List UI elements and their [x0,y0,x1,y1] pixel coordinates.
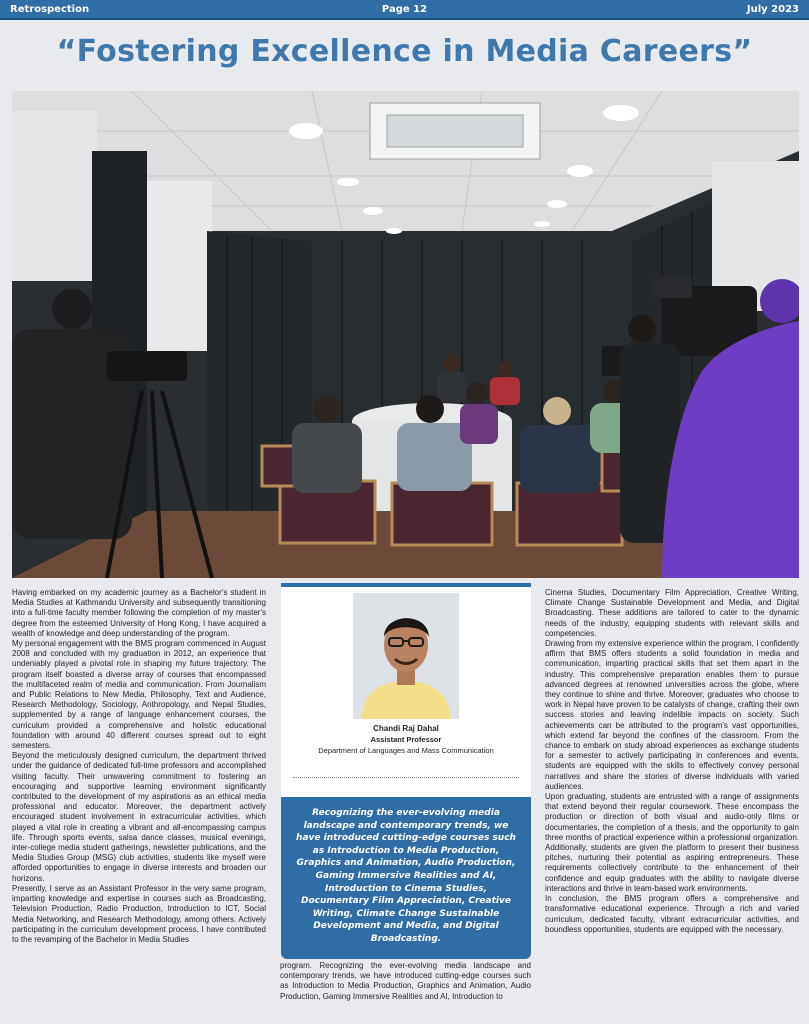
pull-quote: Recognizing the ever-evolving media landscape and contemporary trends, we have introduced cutting-edge courses such as Introduction to Media Production, Graphics and Animation, Audio Production, Gaming Immersive Realities and AI, Introduction to Cinema Studies, Documentary Film Appreciation, Creative Writing, Climate Change Sustainable Development and Media, and Digital Broadcasting. [281,797,531,959]
paragraph: In conclusion, the BMS program offers a comprehensive and transformative educational experience. Through a rich and varied curriculum, dedicated faculty, vibrant extracurricular activities, and boundless opportunities, students are equipped with the necessary. [545,894,799,934]
paragraph: Upon graduating, students are entrusted with a range of assignments that extend beyond their regular coursework. These encompass the production or direction of both visual and audio-only films or documentaries, the completion of a thesis, and the opportunity to gain three months of practical experience within a professional organization. Additionally, students are given the platform to present their business pitches, nurturing their potential as aspiring entrepreneurs. These requirements collectively contribute to the enhancement of their confidence and equip graduates with the ability to navigate diverse interactions and thrive in team-based work environments. [545,792,799,893]
author-department: Department of Languages and Mass Communication [318,746,494,755]
event-photo [12,91,799,578]
article-column-1 [12,588,266,945]
author-portrait [353,593,459,719]
article-column-3 [545,588,799,935]
author-role: Assistant Professor [370,735,442,744]
page-number: Page 12 [381,4,428,15]
paragraph: Drawing from my extensive experience within the program, I confidently affirm that BMS offers students a solid foundation in media and communication, imparting practical skills that set them apart in the industry. This comprehensive preparation enables them to pursue advanced degrees at renowned universities across the globe, where they continue to shine and thrive. Moreover, graduates who choose to work in Nepal have proven to be catalysts of change, crafting their own success stories and leaving indelible impacts on society. Such achievements can be attributed to the program's vast opportunities, which extend far beyond the confines of the classroom. From the chance to embark on study abroad experiences as exchange students for a semester to actively participating in conferences and events, students are equipped with the skills to effectively convey personal narratives and share the stories of diverse individuals with varied audiences. [545,639,799,791]
article-column-2-continuation [280,961,531,1002]
paragraph: My personal engagement with the BMS program commenced in August 2008 and concluded with my graduation in 2012, an experience that undeniably played a pivotal role in shaping my future trajectory. The program itself boasted a diverse array of courses that encompassed the multifaceted realm of media and communication. From Journalism and Public Relations to New Media, Philosophy, Text and Audience, Research Methodology, Sociology, Anthropology, and Nepal Studies, supplemented by a range of language enhancement courses, the curriculum provided a comprehensive and holistic educational foundation with around 40 different courses spread out to eight semesters. [12,639,266,751]
paragraph: program. Recognizing the ever-evolving media landscape and contemporary trends, we have introduced cutting-edge courses such as Introduction to Media Production, Graphics and Animation, Audio Production, Gaming Immersive Realities and AI, Introduction to [280,961,531,1001]
paragraph: Cinema Studies, Documentary Film Appreciation, Creative Writing, Climate Change Sustainable Development and Media, and Digital Broadcasting. These additions are tailored to cater to the dynamic needs of the industry, equipping students with relevant skills and competencies. [545,588,799,638]
publication-name: Retrospection [10,4,90,15]
paragraph: Beyond the meticulously designed curriculum, the department thrived under the guidance of dedicated full-time professors and accomplished visiting faculty. Their unwavering commitment to fostering an encouraging and supportive learning environment significantly contributed to the development of my aspirations as an ethical media professional and educator. Moreover, the department actively encouraged student involvement in extracurricular activities, which played a vital role in creating a vibrant and all-encompassing campus life. Through sports events, salsa dance classes, musical evenings, inter-college media student gatherings, newsletter publications, and the Media Studies Group (MSG) club activities, students like myself were afforded opportunities to engage in diverse interests and broaden our horizons. [12,751,266,883]
author-name: Chandi Raj Dahal [373,724,439,733]
paragraph: Presently, I serve as an Assistant Professor in the very same program, imparting knowledge and expertise in courses such as Broadcasting, Television Production, Radio Production, Introduction to ICT, Social Media Networking, and Research Methodology, among others. Actively participating in the curriculum development process, I have contributed to the revamping of the Bachelor in Media Studies [12,883,266,944]
paragraph: Having embarked on my academic journey as a Bachelor's student in Media Studies at Kathmandu University and subsequently transitioning into a full-time faculty member following the completion of my master's degree from the esteemed University of Hong Kong, I have acquired a wealth of knowledge and deep understanding of the program. [12,588,266,638]
page-header-bar [0,0,809,20]
divider [293,777,519,778]
issue-date: July 2023 [746,4,799,15]
article-title: “Fostering Excellence in Media Careers” [56,34,753,69]
author-profile-box [281,583,531,955]
